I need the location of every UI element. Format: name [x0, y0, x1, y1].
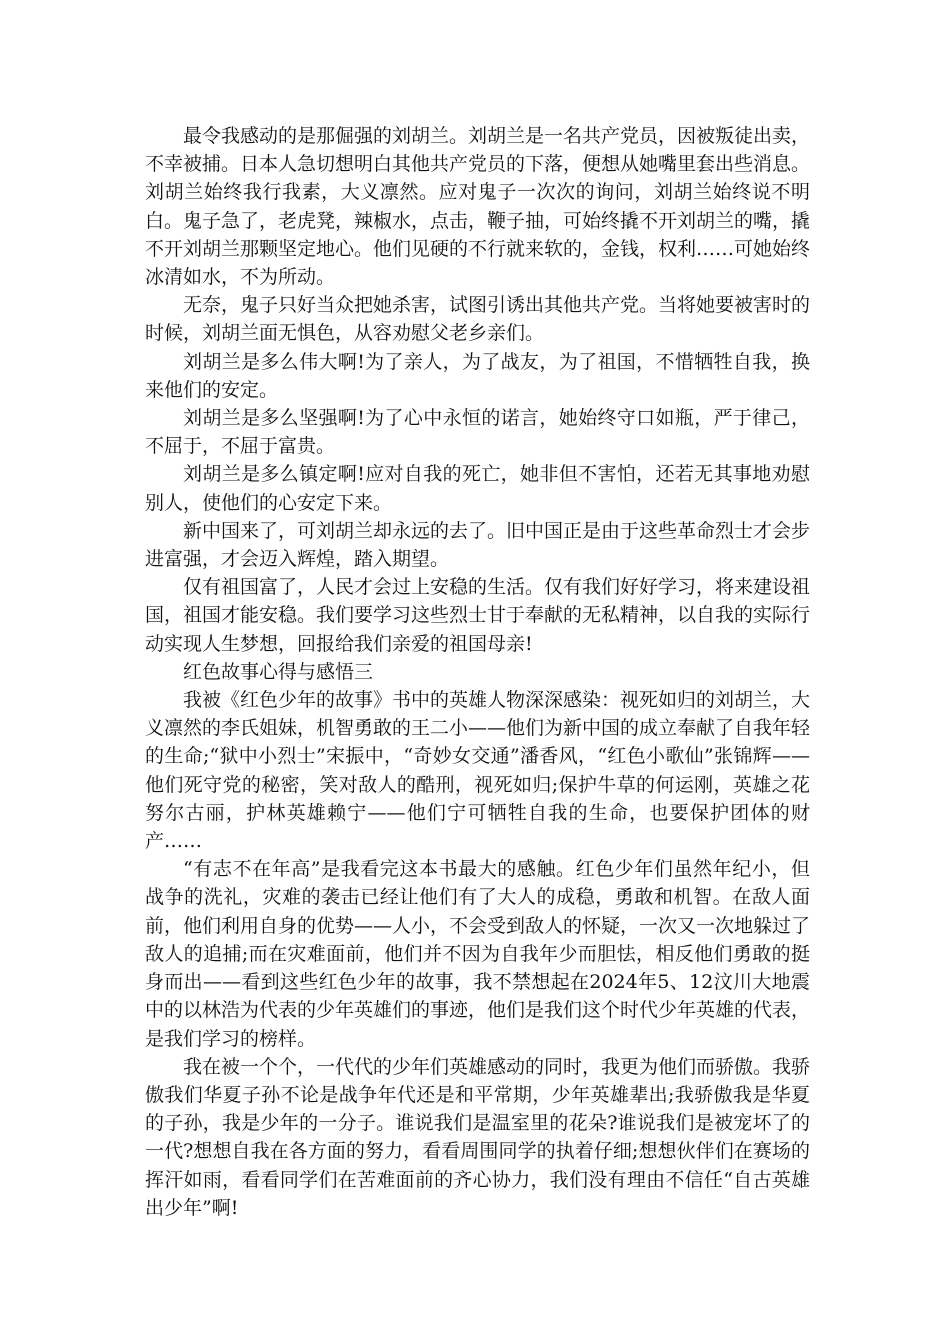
paragraph: 仅有祖国富了，人民才会过上安稳的生活。仅有我们好好学习，将来建设祖国，祖国才能安稳。我们要学习这些烈士甘于奉献的无私精神，以自我的实际行动实现人生梦想，回报给我们亲爱的祖国母亲!: [145, 576, 811, 655]
paragraph: 我在被一个个，一代代的少年们英雄感动的同时，我更为他们而骄傲。我骄傲我们华夏子孙不论是战争年代还是和平常期，少年英雄辈出;我骄傲我是华夏的子孙，我是少年的一分子。谁说我们是温室里的花朵?谁说我们是被宠坏了的一代?想想自我在各方面的努力，看看周围同学的执着仔细;想想伙伴们在赛场的挥汗如雨，看看同学们在苦难面前的齐心协力，我们没有理由不信任“自古英雄出少年”啊!: [145, 1055, 811, 1219]
section-heading: 红色故事心得与感悟三: [183, 660, 374, 683]
paragraph: 新中国来了，可刘胡兰却永远的去了。旧中国正是由于这些革命烈士才会步进富强，才会迈入辉煌，踏入期望。: [145, 519, 811, 571]
paragraph: 无奈，鬼子只好当众把她杀害，试图引诱出其他共产党。当将她要被害时的时候，刘胡兰面无惧色，从容劝慰父老乡亲们。: [145, 294, 811, 345]
document-body: [145, 122, 810, 1222]
paragraph: 最令我感动的是那倔强的刘胡兰。刘胡兰是一名共产党员，因被叛徒出卖，不幸被捕。日本人急切想明白其他共产党员的下落，便想从她嘴里套出些消息。刘胡兰始终我行我素，大义凛然。应对鬼子一次次的询问，刘胡兰始终说不明白。鬼子急了，老虎凳，辣椒水，点击，鞭子抽，可始终撬不开刘胡兰的嘴，撬不开刘胡兰那颗坚定地心。他们见硬的不行就来软的，金钱，权利……可她始终冰清如水，不为所动。: [145, 125, 811, 289]
paragraph: 我被《红色少年的故事》书中的英雄人物深深感染：视死如归的刘胡兰，大义凛然的李氏姐妹，机智勇敢的王二小——他们为新中国的成立奉献了自我年轻的生命;“狱中小烈士”宋振中，“奇妙女交通”潘香风，“红色小歌仙”张锦辉——他们死守党的秘密，笑对敌人的酷刑，视死如归;保护牛草的何运刚，英雄之花努尔古丽，护林英雄赖宁——他们宁可牺牲自我的生命，也要保护团体的财产……: [145, 689, 811, 853]
paragraph: 刘胡兰是多么镇定啊!应对自我的死亡，她非但不害怕，还若无其事地劝慰别人，使他们的心安定下来。: [145, 463, 810, 514]
paragraph: 刘胡兰是多么伟大啊!为了亲人，为了战友，为了祖国，不惜牺牲自我，换来他们的安定。: [145, 350, 810, 401]
paragraph: “有志不在年高”是我看完这本书最大的感触。红色少年们虽然年纪小，但战争的洗礼，灾难的袭击已经让他们有了大人的成稳，勇敢和机智。在敌人面前，他们利用自身的优势——人小，不会受到敌人的怀疑，一次又一次地躲过了敌人的追捕;而在灾难面前，他们并不因为自我年少而胆怯，相反他们勇敢的挺身而出——看到这些红色少年的故事，我不禁想起在2024年5、12汶川大地震中的以林浩为代表的少年英雄们的事迹，他们是我们这个时代少年英雄的代表，是我们学习的榜样。: [145, 858, 811, 1050]
paragraph: 刘胡兰是多么坚强啊!为了心中永恒的诺言，她始终守口如瓶，严于律己，不屈于，不屈于富贵。: [145, 407, 810, 458]
